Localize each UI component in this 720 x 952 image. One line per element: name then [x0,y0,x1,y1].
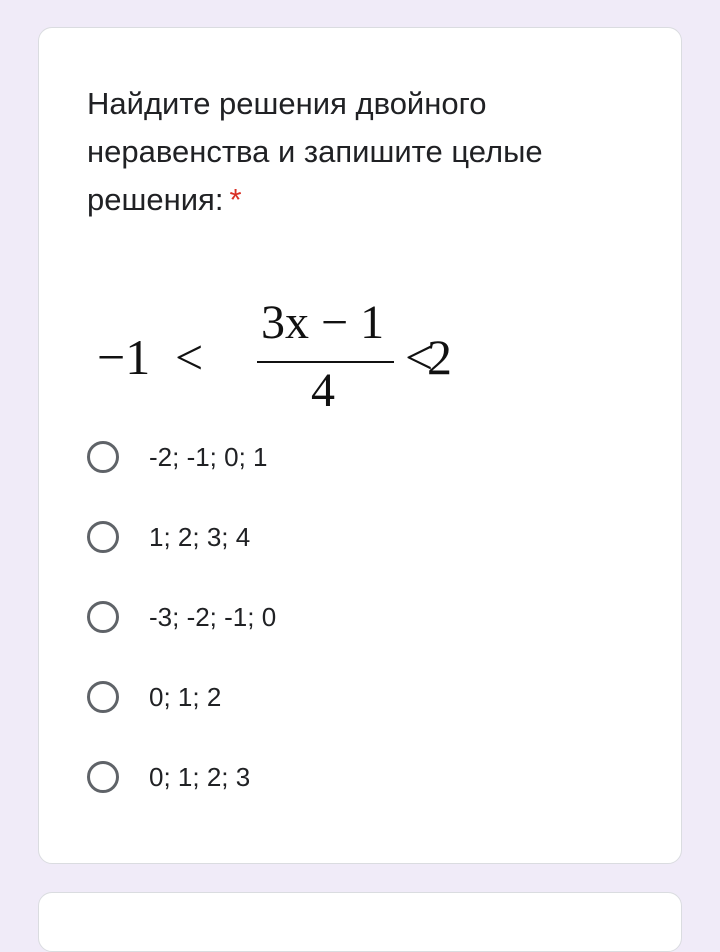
formula-right: 2 [427,329,452,385]
option-label: -2; -1; 0; 1 [149,441,268,472]
question-card [38,27,682,864]
option-label: 0; 1; 2 [149,681,222,712]
option-label: 1; 2; 3; 4 [149,521,251,552]
option-4[interactable] [87,675,221,719]
formula-left: −1 [97,329,151,385]
radio-button-icon[interactable] [87,681,119,713]
required-marker: * [229,182,242,217]
option-label: -3; -2; -1; 0 [149,601,277,632]
formula-denominator: 4 [311,364,335,416]
radio-button-icon[interactable] [87,441,119,473]
question-title [87,80,627,224]
formula-less-than-1: < [175,329,204,385]
radio-button-icon[interactable] [87,761,119,793]
next-question-card-edge [38,892,682,952]
formula-less-than-2: < [405,329,434,385]
inequality-formula [97,286,457,416]
option-3[interactable] [87,595,276,639]
inequality-formula-image [97,286,457,416]
radio-button-icon[interactable] [87,601,119,633]
radio-button-icon[interactable] [87,521,119,553]
formula-numerator: 3x − 1 [261,296,385,349]
question-title-text: Найдите решения двойного неравенства и запишите целые решения: [87,86,543,217]
option-label: 0; 1; 2; 3 [149,761,251,792]
option-5[interactable] [87,755,250,799]
option-2[interactable] [87,515,250,559]
option-1[interactable] [87,435,268,479]
